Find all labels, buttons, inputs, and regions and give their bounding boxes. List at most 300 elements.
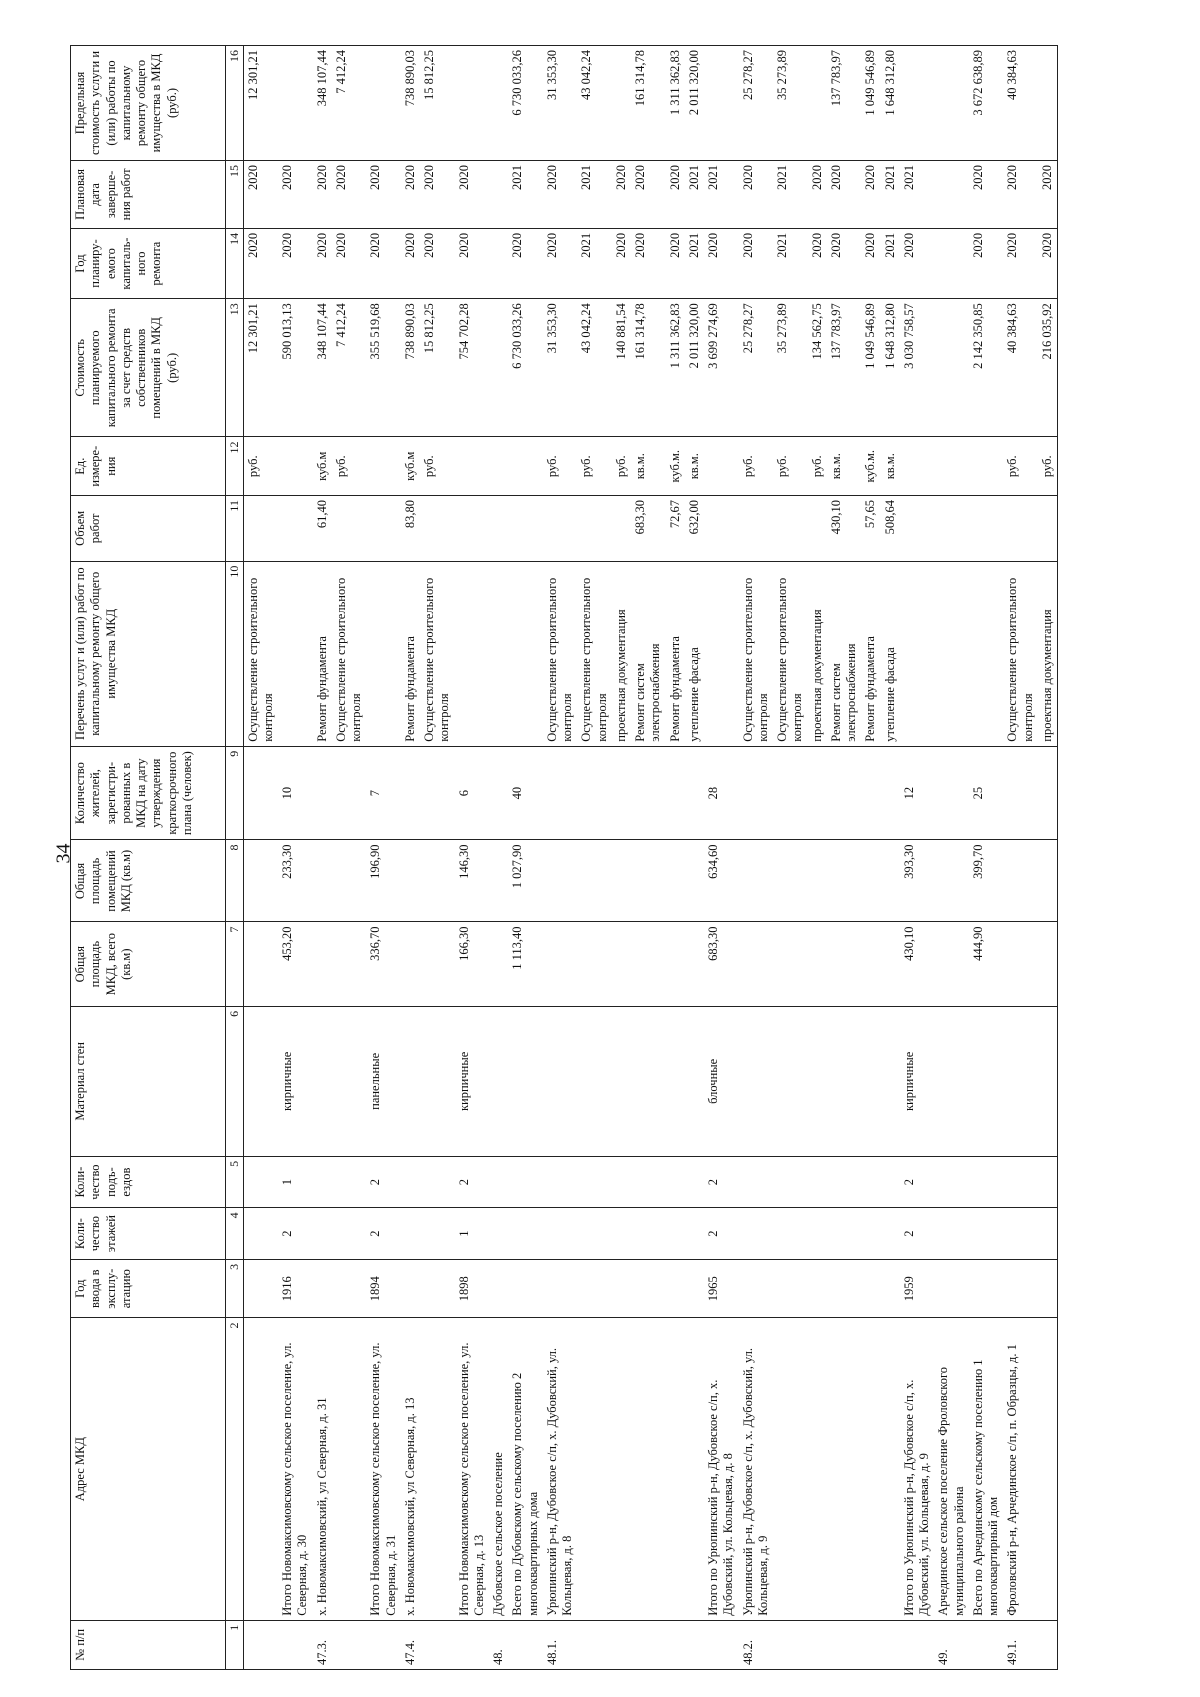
- table-cell: [1038, 1259, 1058, 1318]
- table-cell: [612, 1259, 631, 1318]
- table-cell: [808, 1156, 827, 1208]
- table-cell: [934, 46, 969, 161]
- table-cell: [243, 1620, 278, 1669]
- table-cell: [827, 1318, 862, 1620]
- table-cell: [508, 496, 543, 562]
- table-cell: Итого Новомаксимовскому сельское поселение, ул. Северная, д. 30: [278, 1318, 313, 1620]
- table-cell: 25 278,27: [739, 46, 774, 161]
- table-cell: [881, 1208, 900, 1260]
- table-cell: [969, 437, 1004, 496]
- table-cell: [934, 496, 969, 562]
- table-cell: Итого Новомаксимовскому сельское поселение, ул. Северная, д. 31: [366, 1318, 401, 1620]
- table-cell: [1038, 840, 1058, 922]
- table-cell: [685, 1620, 704, 1669]
- table-cell: [489, 1208, 508, 1260]
- table-cell: 12 301,21: [243, 299, 278, 437]
- table-cell: [685, 746, 704, 840]
- table-cell: [808, 746, 827, 840]
- table-cell: 2020: [243, 160, 278, 228]
- table-cell: 2: [366, 1156, 401, 1208]
- table-cell: 48.2.: [739, 1620, 774, 1669]
- table-cell: [332, 1620, 367, 1669]
- table-cell: 6 730 033,26: [508, 299, 543, 437]
- table-cell: 2020: [508, 228, 543, 298]
- table-cell: 49.1.: [1003, 1620, 1038, 1669]
- table-cell: 3 699 274,69: [704, 299, 739, 437]
- table-cell: 683,30: [704, 922, 739, 1006]
- table-cell: [1038, 922, 1058, 1006]
- table-cell: утепление фасада: [881, 561, 900, 746]
- table-cell: 430,10: [900, 922, 935, 1006]
- table-cell: 2020: [313, 160, 332, 228]
- table-cell: проектная документация: [612, 561, 631, 746]
- table-cell: 348 107,44: [313, 46, 332, 161]
- table-cell: [704, 561, 739, 746]
- table-cell: Ремонт фундамента: [861, 561, 880, 746]
- table-cell: [243, 1318, 278, 1620]
- table-cell: руб.: [1003, 437, 1038, 496]
- table-cell: [313, 746, 332, 840]
- table-cell: [1038, 1620, 1058, 1669]
- table-cell: куб.м: [313, 437, 332, 496]
- table-cell: [827, 1208, 862, 1260]
- table-cell: 161 314,78: [631, 299, 666, 437]
- table-cell: Осуществление строительного контроля: [739, 561, 774, 746]
- table-cell: [243, 1156, 278, 1208]
- table-cell: [577, 496, 612, 562]
- table-cell: [420, 1318, 455, 1620]
- table-cell: [739, 1259, 774, 1318]
- table-cell: 2021: [577, 160, 612, 228]
- table-cell: [313, 922, 332, 1006]
- table-cell: [366, 46, 401, 161]
- table-row: [827, 46, 862, 1670]
- table-cell: 2: [278, 1208, 313, 1260]
- table-cell: 31 353,30: [543, 299, 578, 437]
- table-cell: 1894: [366, 1259, 401, 1318]
- table-cell: [489, 1259, 508, 1318]
- table-cell: 2020: [543, 228, 578, 298]
- column-header: Объем работ: [71, 496, 226, 562]
- column-header: Адрес МКД: [71, 1318, 226, 1620]
- table-cell: 2020: [969, 228, 1004, 298]
- table-cell: 2021: [577, 228, 612, 298]
- table-cell: 2020: [808, 228, 827, 298]
- table-cell: [243, 840, 278, 922]
- table-cell: [900, 1620, 935, 1669]
- table-cell: 2020: [1003, 160, 1038, 228]
- table-cell: 40 384,63: [1003, 299, 1038, 437]
- table-cell: куб.м: [401, 437, 420, 496]
- table-cell: 57,65: [861, 496, 880, 562]
- table-row: [881, 46, 900, 1670]
- table-cell: 2020: [666, 228, 685, 298]
- table-cell: [969, 1208, 1004, 1260]
- table-row: [704, 46, 739, 1670]
- table-cell: 72,67: [666, 496, 685, 562]
- table-row: [243, 46, 278, 1670]
- table-cell: [881, 1259, 900, 1318]
- table-cell: [455, 46, 490, 161]
- table-cell: [420, 1259, 455, 1318]
- table-cell: [401, 922, 420, 1006]
- table-cell: [420, 1006, 455, 1156]
- table-cell: Осуществление строительного контроля: [420, 561, 455, 746]
- table-cell: [773, 1156, 808, 1208]
- table-cell: [773, 1259, 808, 1318]
- table-row: [489, 46, 508, 1670]
- table-cell: [631, 1006, 666, 1156]
- table-cell: [881, 1006, 900, 1156]
- table-cell: [401, 746, 420, 840]
- table-cell: [685, 840, 704, 922]
- column-header: № п/п: [71, 1620, 226, 1669]
- table-cell: Итого по Урюпинский р-н, Дубовское с/п, х. Дубовский, ул. Кольцевая, д. 8: [704, 1318, 739, 1620]
- table-cell: [1038, 746, 1058, 840]
- table-cell: [773, 746, 808, 840]
- table-cell: 1 049 546,89: [861, 46, 880, 161]
- table-cell: [332, 1208, 367, 1260]
- table-row: [612, 46, 631, 1670]
- table-cell: [808, 496, 827, 562]
- table-cell: [489, 437, 508, 496]
- table-row: [969, 46, 1004, 1670]
- table-cell: [827, 1006, 862, 1156]
- table-cell: [543, 1259, 578, 1318]
- table-cell: Урюпинский р-н, Дубовское с/п, х. Дубовский, ул. Кольцевая, д. 8: [543, 1318, 578, 1620]
- table-cell: 43 042,24: [577, 299, 612, 437]
- table-cell: [612, 1318, 631, 1620]
- table-cell: [332, 1156, 367, 1208]
- table-cell: 2 142 350,85: [969, 299, 1004, 437]
- table-cell: [969, 1259, 1004, 1318]
- table-cell: 2020: [808, 160, 827, 228]
- table-cell: 2021: [704, 160, 739, 228]
- table-cell: [861, 1318, 880, 1620]
- table-cell: [401, 1259, 420, 1318]
- table-cell: [666, 1208, 685, 1260]
- table-cell: 31 353,30: [543, 46, 578, 161]
- table-cell: [489, 561, 508, 746]
- table-cell: [420, 840, 455, 922]
- table-cell: 2021: [508, 160, 543, 228]
- table-cell: руб.: [332, 437, 367, 496]
- table-cell: [455, 496, 490, 562]
- table-cell: [934, 437, 969, 496]
- table-cell: 2: [455, 1156, 490, 1208]
- table-cell: [577, 1006, 612, 1156]
- column-number: 6: [226, 1006, 244, 1156]
- table-cell: [577, 840, 612, 922]
- table-cell: Всего по Арчединскому сельскому поселению 1 многоквартирный дом: [969, 1318, 1004, 1620]
- column-header: Коли-чество подъ-ездов: [71, 1156, 226, 1208]
- table-cell: 2020: [969, 160, 1004, 228]
- table-cell: [808, 1620, 827, 1669]
- table-cell: кирпичные: [455, 1006, 490, 1156]
- table-cell: [612, 1620, 631, 1669]
- column-header: Год планиру-емого капиталь-ного ремонта: [71, 228, 226, 298]
- table-cell: 2020: [420, 160, 455, 228]
- table-cell: руб.: [1038, 437, 1058, 496]
- table-cell: х. Новомаксимовский, ул Северная, д. 31: [313, 1318, 332, 1620]
- table-cell: [366, 1620, 401, 1669]
- table-cell: [704, 496, 739, 562]
- table-cell: [577, 1318, 612, 1620]
- table-cell: 2021: [685, 160, 704, 228]
- table-cell: [577, 922, 612, 1006]
- column-number: 7: [226, 922, 244, 1006]
- table-cell: [489, 46, 508, 161]
- table-cell: [666, 840, 685, 922]
- table-cell: [455, 561, 490, 746]
- table-cell: [808, 1259, 827, 1318]
- table-row: [332, 46, 367, 1670]
- table-cell: 28: [704, 746, 739, 840]
- table-cell: [881, 1620, 900, 1669]
- table-cell: [313, 1156, 332, 1208]
- table-cell: [278, 437, 313, 496]
- table-cell: 2 011 320,00: [685, 46, 704, 161]
- table-cell: [934, 1259, 969, 1318]
- table-cell: [969, 1156, 1004, 1208]
- table-cell: [739, 1006, 774, 1156]
- table-cell: [401, 1208, 420, 1260]
- table-cell: [543, 1156, 578, 1208]
- table-cell: [739, 496, 774, 562]
- table-cell: [489, 840, 508, 922]
- table-cell: [1038, 46, 1058, 161]
- table-cell: [508, 1006, 543, 1156]
- table-cell: 2: [704, 1208, 739, 1260]
- table-cell: [612, 922, 631, 1006]
- column-header: Материал стен: [71, 1006, 226, 1156]
- column-number-row: [226, 46, 244, 1670]
- column-number: 11: [226, 496, 244, 562]
- table-cell: [934, 1156, 969, 1208]
- table-row: [900, 46, 935, 1670]
- column-header: Коли-чество этажей: [71, 1208, 226, 1260]
- table-cell: 10: [278, 746, 313, 840]
- table-cell: [808, 1318, 827, 1620]
- table-cell: 2020: [827, 160, 862, 228]
- table-cell: [666, 1156, 685, 1208]
- table-cell: [685, 1156, 704, 1208]
- table-cell: [278, 46, 313, 161]
- table-cell: [366, 437, 401, 496]
- table-cell: кв.м.: [881, 437, 900, 496]
- table-cell: [1003, 922, 1038, 1006]
- table-cell: [401, 1006, 420, 1156]
- table-cell: [1003, 496, 1038, 562]
- table-cell: [934, 746, 969, 840]
- table-cell: 683,30: [631, 496, 666, 562]
- table-cell: 738 890,03: [401, 46, 420, 161]
- table-cell: [685, 1208, 704, 1260]
- table-cell: 2020: [313, 228, 332, 298]
- column-number: 3: [226, 1259, 244, 1318]
- table-cell: [631, 1318, 666, 1620]
- table-cell: [420, 1208, 455, 1260]
- table-cell: [881, 840, 900, 922]
- table-cell: [401, 840, 420, 922]
- table-cell: [861, 1006, 880, 1156]
- table-cell: 1 311 362,83: [666, 46, 685, 161]
- table-cell: 393,30: [900, 840, 935, 922]
- table-cell: 12: [900, 746, 935, 840]
- table-cell: 2020: [420, 228, 455, 298]
- table-cell: [666, 1620, 685, 1669]
- table-cell: 430,10: [827, 496, 862, 562]
- table-row: [861, 46, 880, 1670]
- table-cell: 43 042,24: [577, 46, 612, 161]
- table-cell: [861, 746, 880, 840]
- table-cell: руб.: [739, 437, 774, 496]
- table-cell: [685, 1006, 704, 1156]
- table-cell: [1003, 1259, 1038, 1318]
- table-cell: 444,90: [969, 922, 1004, 1006]
- table-cell: панельные: [366, 1006, 401, 1156]
- table-cell: [773, 496, 808, 562]
- table-cell: [612, 1156, 631, 1208]
- table-cell: [508, 437, 543, 496]
- table-cell: руб.: [243, 437, 278, 496]
- table-cell: 2020: [861, 228, 880, 298]
- table-cell: 2021: [685, 228, 704, 298]
- column-number: 9: [226, 746, 244, 840]
- table-cell: [332, 496, 367, 562]
- column-number: 5: [226, 1156, 244, 1208]
- table-cell: 2020: [243, 228, 278, 298]
- table-cell: 1959: [900, 1259, 935, 1318]
- table-cell: 2: [366, 1208, 401, 1260]
- table-cell: [332, 746, 367, 840]
- table-cell: 2020: [666, 160, 685, 228]
- table-cell: Осуществление строительного контроля: [577, 561, 612, 746]
- table-cell: [861, 1620, 880, 1669]
- table-cell: 1 113,40: [508, 922, 543, 1006]
- column-number: 15: [226, 160, 244, 228]
- table-cell: 2021: [773, 228, 808, 298]
- table-cell: кв.м.: [685, 437, 704, 496]
- table-cell: 161 314,78: [631, 46, 666, 161]
- table-cell: [900, 496, 935, 562]
- table-cell: [773, 922, 808, 1006]
- column-number: 10: [226, 561, 244, 746]
- table-cell: руб.: [808, 437, 827, 496]
- table-cell: [631, 1620, 666, 1669]
- table-row: [739, 46, 774, 1670]
- table-cell: [1003, 1006, 1038, 1156]
- table-cell: куб.м.: [861, 437, 880, 496]
- table-cell: 1 311 362,83: [666, 299, 685, 437]
- table-cell: 2020: [278, 228, 313, 298]
- table-row: [685, 46, 704, 1670]
- table-cell: 166,30: [455, 922, 490, 1006]
- table-row: [577, 46, 612, 1670]
- table-cell: [508, 561, 543, 746]
- table-cell: [577, 1208, 612, 1260]
- table-cell: 2020: [631, 160, 666, 228]
- table-cell: кирпичные: [278, 1006, 313, 1156]
- table-cell: 336,70: [366, 922, 401, 1006]
- table-cell: Осуществление строительного контроля: [543, 561, 578, 746]
- table-cell: 35 273,89: [773, 299, 808, 437]
- table-cell: [366, 561, 401, 746]
- table-cell: [631, 1156, 666, 1208]
- table-cell: [631, 922, 666, 1006]
- table-cell: [685, 922, 704, 1006]
- table-cell: [881, 922, 900, 1006]
- table-cell: [508, 1208, 543, 1260]
- table-cell: [401, 1156, 420, 1208]
- table-cell: Ремонт систем электроснабжения: [827, 561, 862, 746]
- table-cell: [827, 1156, 862, 1208]
- table-cell: Осуществление строительного контроля: [243, 561, 278, 746]
- table-cell: утепление фасада: [685, 561, 704, 746]
- table-cell: [543, 840, 578, 922]
- table-cell: [420, 496, 455, 562]
- table-cell: Дубовское сельское поселение: [489, 1318, 508, 1620]
- table-cell: [313, 1006, 332, 1156]
- table-cell: [881, 1318, 900, 1620]
- table-cell: [332, 840, 367, 922]
- table-cell: Ремонт систем электроснабжения: [631, 561, 666, 746]
- table-cell: 25: [969, 746, 1004, 840]
- table-cell: [685, 1318, 704, 1620]
- table-cell: 7: [366, 746, 401, 840]
- table-cell: 216 035,92: [1038, 299, 1058, 437]
- table-cell: [489, 746, 508, 840]
- table-cell: [1003, 746, 1038, 840]
- table-cell: [808, 840, 827, 922]
- table-cell: 2020: [631, 228, 666, 298]
- table-cell: 1965: [704, 1259, 739, 1318]
- table-cell: 632,00: [685, 496, 704, 562]
- table-cell: [861, 922, 880, 1006]
- table-cell: [508, 1156, 543, 1208]
- table-cell: 634,60: [704, 840, 739, 922]
- table-cell: [739, 840, 774, 922]
- table-cell: [934, 922, 969, 1006]
- table-cell: 2020: [1003, 228, 1038, 298]
- table-cell: 2021: [773, 160, 808, 228]
- column-number: 8: [226, 840, 244, 922]
- table-cell: [827, 922, 862, 1006]
- table-cell: блочные: [704, 1006, 739, 1156]
- table-cell: 1 049 546,89: [861, 299, 880, 437]
- table-row: [366, 46, 401, 1670]
- table-cell: [739, 1156, 774, 1208]
- column-number: 16: [226, 46, 244, 161]
- table-cell: [489, 160, 508, 228]
- table-cell: [577, 746, 612, 840]
- table-cell: [900, 437, 935, 496]
- table-row: [1003, 46, 1038, 1670]
- table-cell: [243, 1259, 278, 1318]
- table-cell: Арчединское сельское поселение Фроловского муниципального района: [934, 1318, 969, 1620]
- table-cell: [543, 496, 578, 562]
- table-cell: 134 562,75: [808, 299, 827, 437]
- table-cell: [612, 1208, 631, 1260]
- table-cell: 2020: [827, 228, 862, 298]
- table-cell: [934, 840, 969, 922]
- table-cell: 2020: [278, 160, 313, 228]
- column-header: Общая площадь МКД, всего (кв.м): [71, 922, 226, 1006]
- table-cell: 15 812,25: [420, 299, 455, 437]
- table-cell: [900, 561, 935, 746]
- table-cell: 1 648 312,80: [881, 46, 900, 161]
- table-row: [543, 46, 578, 1670]
